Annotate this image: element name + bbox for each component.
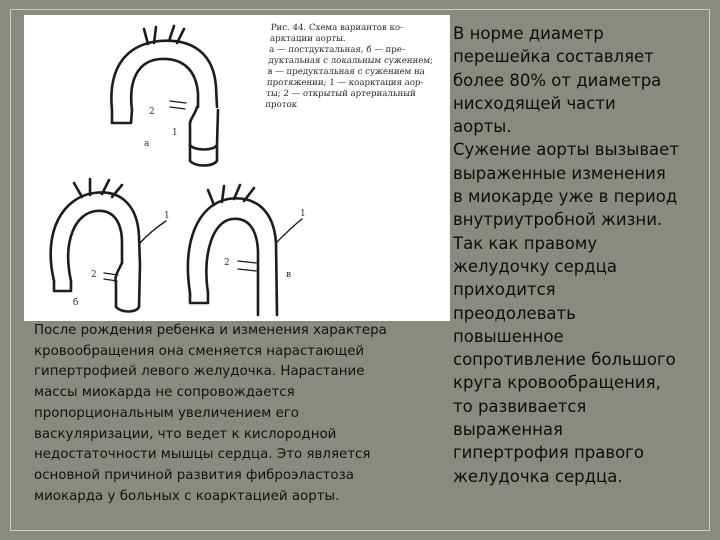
lower-paragraph-line: недостаточности мышцы сердца. Это является <box>34 447 371 463</box>
right-paragraph-line: Сужение аорты вызывает <box>453 140 679 160</box>
lower-paragraph-line: миокарда у больных с коарктацией аорты. <box>34 488 340 504</box>
right-paragraph-line: желудочку сердца <box>453 256 618 276</box>
lower-paragraph-line: васкуляризации, что ведет к кислородной <box>34 426 337 442</box>
figure-label-a: а <box>144 139 150 149</box>
lower-paragraph-line: гипертрофией левого желудочка. Нарастание <box>34 364 365 380</box>
right-paragraph-line: круга кровообращения, <box>453 373 661 393</box>
right-paragraph-line: перешейка составляет <box>453 47 654 67</box>
right-paragraph-line: в миокарде уже в период <box>453 187 678 207</box>
figure-label-num2-b: 2 <box>91 270 97 280</box>
figure-label-num1-a: 1 <box>172 128 178 138</box>
right-paragraph-line: выраженная <box>453 420 563 440</box>
caption-line: а — постдуктальная, б — пре- <box>268 45 406 55</box>
caption-line: ты; 2 — открытый артериальный <box>265 89 417 99</box>
caption-line: протяжении; 1 — коарктация аор- <box>266 78 424 88</box>
caption-line: Рис. 44. Схема вариантов ко- <box>270 23 404 33</box>
right-paragraph-line: аорты. <box>453 117 512 137</box>
right-paragraph-line: желудочка сердца. <box>453 466 623 486</box>
lower-paragraph-line: После рождения ребенка и изменения характера <box>34 323 387 338</box>
right-paragraph-line: более 80% от диаметра <box>453 70 662 90</box>
figure-label-b: б <box>73 298 79 308</box>
aorta-variant-v <box>188 185 302 315</box>
figure-label-num1-b: 1 <box>164 211 170 221</box>
lower-paragraph-line: массы миокарда не сопровождается <box>34 385 295 401</box>
right-paragraph <box>453 22 713 488</box>
figure-label-num1-v: 1 <box>300 209 306 219</box>
caption-line: арктации аорты. <box>269 34 347 44</box>
figure-label-v: в <box>286 270 292 280</box>
right-paragraph-line: повышенное <box>453 326 564 346</box>
caption-line: дуктальная с локальным сужением; <box>268 56 434 66</box>
caption-line: в — предуктальная с сужением на <box>267 67 426 77</box>
right-paragraph-line: гипертрофия правого <box>453 443 644 463</box>
right-paragraph-line: то развивается <box>453 396 587 416</box>
lower-paragraph <box>34 321 444 507</box>
right-paragraph-line: Так как правому <box>453 233 598 253</box>
right-paragraph-line: выраженные изменения <box>453 163 666 183</box>
caption-line: проток <box>264 100 298 110</box>
figure-label-num2-v: 2 <box>224 258 230 268</box>
lower-paragraph-line: пропорциональным увеличением его <box>34 405 299 421</box>
figure-caption <box>265 23 451 111</box>
aorta-variant-a <box>111 26 218 166</box>
right-paragraph-line: внутриутробной жизни. <box>453 210 663 230</box>
right-paragraph-line: нисходящей части <box>453 93 616 113</box>
right-paragraph-line: В норме диаметр <box>453 24 604 43</box>
right-paragraph-line: приходится <box>453 280 556 300</box>
lower-paragraph-line: основной причиной развития фиброэластоза <box>34 467 354 483</box>
aorta-variant-b <box>51 179 166 312</box>
lower-paragraph-line: кровообращения она сменяется нарастающей <box>34 343 365 359</box>
figure-label-num2-a: 2 <box>149 107 155 117</box>
right-paragraph-line: сопротивление большого <box>453 350 676 370</box>
aorta-coarctation-figure <box>24 15 450 321</box>
right-paragraph-line: преодолевать <box>453 303 576 323</box>
